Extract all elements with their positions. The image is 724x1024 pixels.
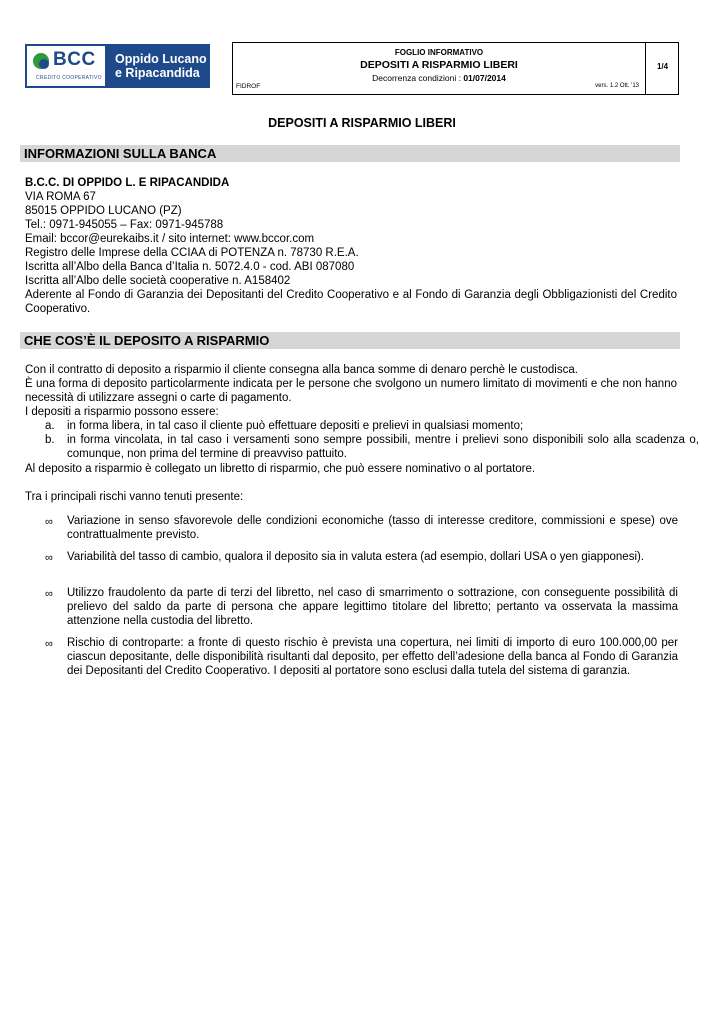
bank-logo (25, 44, 210, 88)
risk-item (25, 636, 678, 692)
bank-fondo: Aderente al Fondo di Garanzia dei Depositanti del Credito Cooperativo e al Fondo di Garanzia degli Obbligazionisti del Credito Cooperativo. (25, 289, 677, 315)
page-number: 1/4 (656, 62, 669, 71)
paragraph-libretto: Al deposito a risparmio è collegato un libretto di risparmio, che può essere nominativo o al portatore. (25, 463, 536, 475)
infinity-bullet-icon: ∞ (45, 516, 53, 528)
bank-registry: Registro delle Imprese della CCIAA di POTENZA n. 78730 R.E.A. (25, 247, 359, 259)
infinity-bullet-icon: ∞ (45, 638, 53, 650)
header-doc-title: DEPOSITI A RISPARMIO LIBERI (360, 59, 518, 71)
logo-badge (25, 44, 107, 88)
list-item-text: in forma vincolata, in tal caso i versamenti sono sempre possibili, mentre i prelievi sono disponibili solo alla scadenza o, comunque, non prima del termine di preavviso pattuito. (67, 434, 699, 460)
page-title: DEPOSITI A RISPARMIO LIBERI (268, 116, 456, 130)
bank-albo-banca: Iscritta all’Albo della Banca d’Italia n. 5072.4.0 - cod. ABI 087080 (25, 261, 355, 273)
infinity-bullet-icon: ∞ (45, 552, 53, 564)
risk-text: Rischio di controparte: a fronte di questo rischio è prevista una copertura, nei limiti di importo di euro 100.000,00 per ciascun depositante, delle disponibilità risultanti dal deposito, per effetto dell’adesione della banca al Fondo di Garanzia dei Depositanti del Credito Cooperativo. I depositi al portatore sono esclusi dalla tutela del sistema di garanzia. (67, 637, 678, 677)
decorrenza-date: 01/07/2014 (463, 73, 506, 83)
bank-name: B.C.C. DI OPPIDO L. E RIPACANDIDA (25, 177, 230, 189)
bank-email: Email: bccor@eurekaibs.it / sito internet: www.bccor.com (25, 233, 315, 245)
header-decorrenza (233, 73, 645, 83)
logo-subtitle: CREDITO COOPERATIVO (36, 75, 102, 81)
bank-city: 85015 OPPIDO LUCANO (PZ) (25, 205, 182, 217)
list-item-label: b. (45, 434, 55, 446)
logo-name-line1: Oppido Lucano (115, 52, 207, 66)
section-heading-label: INFORMAZIONI SULLA BANCA (24, 146, 217, 161)
section-heading-label: CHE COS’È IL DEPOSITO A RISPARMIO (24, 333, 270, 348)
risks-intro: Tra i principali rischi vanno tenuti presente: (25, 491, 244, 503)
paragraph-form: È una forma di deposito particolarmente indicata per le persone che svolgono un numero limitato di movimenti e che non hanno necessità di utilizzare assegni o carte di pagamento. (25, 378, 677, 404)
bank-phone: Tel.: 0971-945055 – Fax: 0971-945788 (25, 219, 224, 231)
header-doc-type: FOGLIO INFORMATIVO (394, 48, 484, 57)
infinity-bullet-icon: ∞ (45, 588, 53, 600)
decorrenza-label: Decorrenza condizioni : (372, 73, 464, 83)
list-item-b (45, 433, 699, 461)
risk-text: Variabilità del tasso di cambio, qualora il deposito sia in valuta estera (ad esempio, dollari USA o yen giapponesi). (67, 551, 645, 563)
risk-item (25, 514, 678, 542)
logo-mark-icon (33, 53, 49, 69)
risk-text: Variazione in senso sfavorevole delle condizioni economiche (tasso di interesse creditore, commissioni e spese) ove contrattualmente previsto. (67, 515, 678, 541)
logo-name-line2: e Ripacandida (115, 66, 200, 80)
section-heading-deposit (20, 332, 680, 349)
risk-item (25, 550, 678, 578)
list-item-a (45, 419, 699, 433)
header-version: vers. 1.2 Ott. '13 (595, 83, 639, 89)
logo-bank-name (107, 52, 207, 80)
risk-text: Utilizzo fraudolento da parte di terzi del libretto, nel caso di smarrimento o sottrazione, con conseguente possibilità di prelievo del saldo da parte di persona che appare legittimo titolare del libretto; pertanto va osservata la massima attenzione nella custodia del libretto. (67, 587, 678, 627)
list-item-label: a. (45, 420, 55, 432)
header-main-cell (233, 43, 645, 94)
header-code: FIDROF (236, 83, 261, 90)
paragraph-types-intro: I depositi a risparmio possono essere: (25, 406, 219, 418)
document-header (232, 42, 679, 95)
bank-info-block (25, 176, 677, 316)
logo-brand: BCC (53, 49, 96, 70)
risk-item (25, 586, 678, 628)
bank-albo-coop: Iscritta all’Albo delle società cooperative n. A158402 (25, 275, 291, 287)
bank-address: VIA ROMA 67 (25, 191, 96, 203)
section-heading-bank-info (20, 145, 680, 162)
list-item-text: in forma libera, in tal caso il cliente può effettuare depositi e prelievi in qualsiasi momento; (67, 420, 524, 432)
paragraph-contract: Con il contratto di deposito a risparmio il cliente consegna alla banca somme di denaro perchè le custodisca. (25, 364, 578, 376)
